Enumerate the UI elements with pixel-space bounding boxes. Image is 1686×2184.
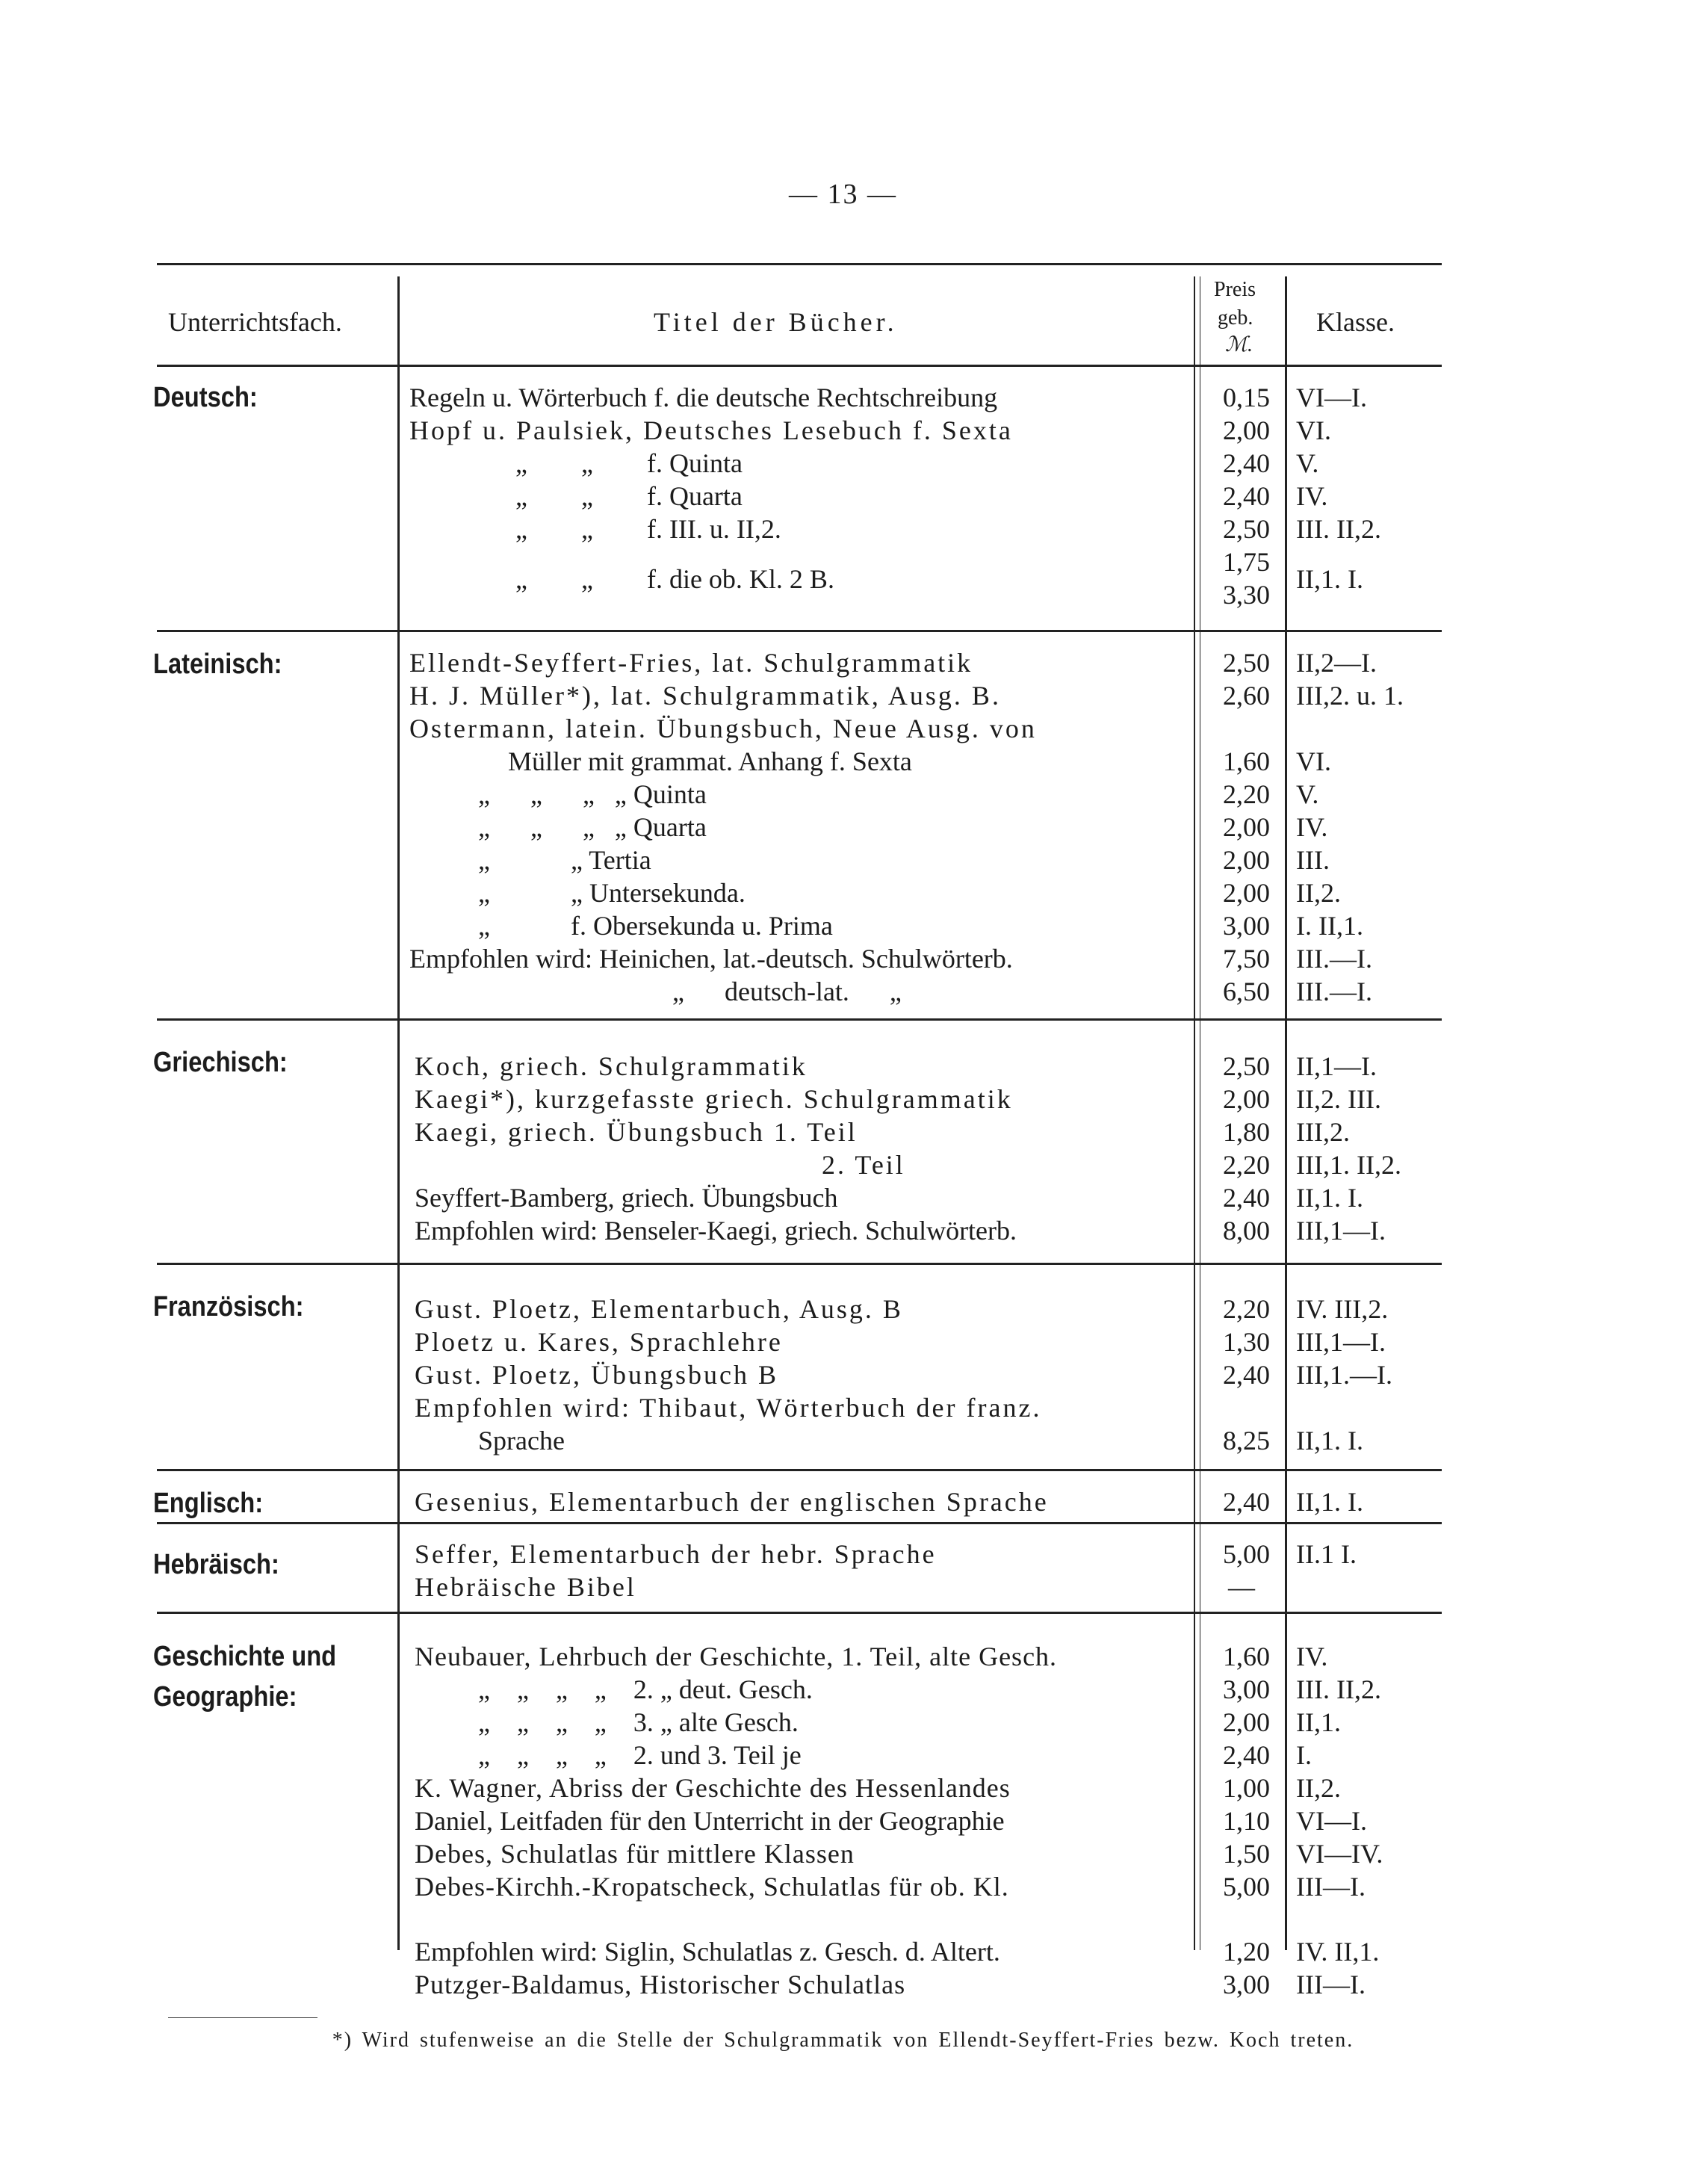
book-price: 3,00 xyxy=(1223,1674,1270,1704)
book-price: 1,00 xyxy=(1223,1773,1270,1803)
book-class: VI. xyxy=(1296,746,1331,776)
book-class: VI—I. xyxy=(1296,383,1367,412)
book-price: 3,00 xyxy=(1223,1970,1270,1999)
book-price: 8,25 xyxy=(1223,1426,1270,1456)
book-class: III,1—I. xyxy=(1296,1327,1386,1357)
book-class: IV. xyxy=(1296,481,1328,511)
book-title: Ellendt-Seyffert-Fries, lat. Schulgrammatik xyxy=(409,648,973,678)
section-divider xyxy=(157,1263,1442,1265)
book-class: II,2. III. xyxy=(1296,1084,1381,1114)
book-class: II.1 I. xyxy=(1296,1539,1357,1569)
book-title: Koch, griech. Schulgrammatik xyxy=(415,1051,808,1081)
book-price: 2,40 xyxy=(1223,1740,1270,1770)
book-title: „ f. Obersekunda u. Prima xyxy=(478,911,833,941)
book-class: VI—I. xyxy=(1296,1806,1367,1836)
book-title: Seffer, Elementarbuch der hebr. Sprache xyxy=(415,1539,937,1569)
book-title: Debes, Schulatlas für mittlere Klassen xyxy=(415,1839,855,1869)
subject-label: Griechisch: xyxy=(153,1047,288,1078)
book-title: Gust. Ploetz, Elementarbuch, Ausg. B xyxy=(415,1294,903,1324)
book-price: 2,40 xyxy=(1223,1360,1270,1390)
book-price: 2,00 xyxy=(1223,812,1270,842)
book-class: IV. xyxy=(1296,812,1328,842)
book-class: III.—I. xyxy=(1296,977,1372,1006)
book-price: 2,00 xyxy=(1223,415,1270,445)
book-price: 2,00 xyxy=(1223,1707,1270,1737)
book-class: I. II,1. xyxy=(1296,911,1363,941)
book-title: Putzger-Baldamus, Historischer Schulatlas xyxy=(415,1970,906,1999)
book-title: Seyffert-Bamberg, griech. Übungsbuch xyxy=(415,1183,838,1213)
book-title: „ deutsch-lat. „ xyxy=(672,977,902,1006)
book-title: Müller mit grammat. Anhang f. Sexta xyxy=(508,746,912,776)
book-price: 7,50 xyxy=(1223,944,1270,974)
subject-label: Deutsch: xyxy=(153,382,258,413)
book-title: „ „ Untersekunda. xyxy=(478,878,746,908)
header-class: Klasse. xyxy=(1316,307,1395,337)
book-class: II,1. I. xyxy=(1296,1183,1363,1213)
book-price: 1,50 xyxy=(1223,1839,1270,1869)
book-price-alt: 3,30 xyxy=(1223,580,1270,610)
book-price: 1,75 xyxy=(1223,547,1270,577)
book-price: 2,00 xyxy=(1223,878,1270,908)
book-price: 2,60 xyxy=(1223,681,1270,711)
book-price: 3,00 xyxy=(1223,911,1270,941)
book-class: III—I. xyxy=(1296,1872,1366,1902)
book-title: „ „ f. die ob. Kl. 2 B. xyxy=(515,564,834,594)
book-title: 2. Teil xyxy=(822,1150,905,1180)
subject-label: Englisch: xyxy=(153,1488,264,1519)
book-price: 2,20 xyxy=(1223,1294,1270,1324)
book-class: II,1. xyxy=(1296,1707,1341,1737)
book-title: Hebräische Bibel xyxy=(415,1572,636,1602)
book-title: Daniel, Leitfaden für den Unterricht in der Geographie xyxy=(415,1806,1005,1836)
section-divider xyxy=(157,630,1442,632)
book-class: II,2—I. xyxy=(1296,648,1377,678)
book-class: VI. xyxy=(1296,415,1331,445)
book-title: H. J. Müller*), lat. Schulgrammatik, Ausg. B. xyxy=(409,681,1001,711)
book-title: Ostermann, latein. Übungsbuch, Neue Ausg. von xyxy=(409,714,1037,743)
subject-label: Lateinisch: xyxy=(153,649,282,680)
book-class: II,2. xyxy=(1296,1773,1341,1803)
book-price: 1,80 xyxy=(1223,1117,1270,1147)
footnote-rule xyxy=(168,2017,317,2018)
book-class: III.—I. xyxy=(1296,944,1372,974)
book-class: III. II,2. xyxy=(1296,1674,1381,1704)
book-class: V. xyxy=(1296,779,1319,809)
book-title: Empfohlen wird: Benseler-Kaegi, griech. Schulwörterb. xyxy=(415,1216,1017,1246)
book-class: VI—IV. xyxy=(1296,1839,1383,1869)
book-class: II,1. I. xyxy=(1296,564,1363,594)
book-class: II,1—I. xyxy=(1296,1051,1377,1081)
book-title: „ „ f. III. u. II,2. xyxy=(515,514,781,544)
book-title: „ „ „ „ 2. „ deut. Gesch. xyxy=(478,1674,813,1704)
book-title: Empfohlen wird: Siglin, Schulatlas z. Gesch. d. Altert. xyxy=(415,1937,1000,1967)
book-title: „ „ „ „ 2. und 3. Teil je xyxy=(478,1740,802,1770)
book-price: 2,00 xyxy=(1223,845,1270,875)
book-class: II,1. I. xyxy=(1296,1426,1363,1456)
book-title: Empfohlen wird: Heinichen, lat.-deutsch. Schulwörterb. xyxy=(409,944,1013,974)
section-divider xyxy=(157,1612,1442,1614)
header-price-line1: Preis xyxy=(1214,278,1256,301)
subject-label: Geschichte und Geographie: xyxy=(153,1641,337,1713)
book-price: 6,50 xyxy=(1223,977,1270,1006)
book-class: III. II,2. xyxy=(1296,514,1381,544)
book-class: III. xyxy=(1296,845,1330,875)
book-title: Debes-Kirchh.-Kropatscheck, Schulatlas für ob. Kl. xyxy=(415,1872,1009,1902)
book-title: Gust. Ploetz, Übungsbuch B xyxy=(415,1360,778,1390)
book-title: Gesenius, Elementarbuch der englischen Sprache xyxy=(415,1487,1049,1517)
book-title: Kaegi, griech. Übungsbuch 1. Teil xyxy=(415,1117,858,1147)
book-price: 1,20 xyxy=(1223,1937,1270,1967)
header-subject: Unterrichtsfach. xyxy=(168,307,342,337)
book-title: Neubauer, Lehrbuch der Geschichte, 1. Teil, alte Gesch. xyxy=(415,1642,1058,1671)
book-title: Empfohlen wird: Thibaut, Wörterbuch der franz. xyxy=(415,1393,1042,1423)
book-price: 1,60 xyxy=(1223,1642,1270,1671)
table-top-rule xyxy=(157,263,1442,265)
book-price: 2,40 xyxy=(1223,1487,1270,1517)
column-line-left xyxy=(397,276,400,1950)
book-price: 2,40 xyxy=(1223,448,1270,478)
header-price-unit: ℳ. xyxy=(1225,333,1253,356)
subject-label: Französisch: xyxy=(153,1291,304,1323)
book-price: 1,60 xyxy=(1223,746,1270,776)
book-title: „ „ „ „ Quarta xyxy=(478,812,707,842)
book-class: II,1. I. xyxy=(1296,1487,1363,1517)
book-title: Kaegi*), kurzgefasste griech. Schulgrammatik xyxy=(415,1084,1013,1114)
book-price: 2,20 xyxy=(1223,779,1270,809)
subject-label: Hebräisch: xyxy=(153,1549,279,1580)
book-price: 2,50 xyxy=(1223,1051,1270,1081)
book-class: III,1.—I. xyxy=(1296,1360,1392,1390)
book-title: „ „ Tertia xyxy=(478,845,651,875)
book-price: 8,00 xyxy=(1223,1216,1270,1246)
book-class: III—I. xyxy=(1296,1970,1366,1999)
book-class: II,2. xyxy=(1296,878,1341,908)
book-class: III,1—I. xyxy=(1296,1216,1386,1246)
header-title: Titel der Bücher. xyxy=(654,307,898,337)
book-class: IV. III,2. xyxy=(1296,1294,1389,1324)
header-bottom-rule xyxy=(157,365,1442,367)
book-price: 2,40 xyxy=(1223,481,1270,511)
book-class: III,1. II,2. xyxy=(1296,1150,1401,1180)
book-title: Regeln u. Wörterbuch f. die deutsche Rechtschreibung xyxy=(409,383,998,412)
book-title: Hopf u. Paulsiek, Deutsches Lesebuch f. Sexta xyxy=(409,415,1013,445)
book-title: Ploetz u. Kares, Sprachlehre xyxy=(415,1327,783,1357)
book-title: Sprache xyxy=(478,1426,565,1456)
header-price-line2: geb. xyxy=(1218,306,1253,330)
section-divider xyxy=(157,1018,1442,1021)
book-price: — xyxy=(1228,1572,1255,1602)
book-title: K. Wagner, Abriss der Geschichte des Hessenlandes xyxy=(415,1773,1011,1803)
book-price: 1,30 xyxy=(1223,1327,1270,1357)
book-class: III,2. xyxy=(1296,1117,1350,1147)
book-title: „ „ „ „ 3. „ alte Gesch. xyxy=(478,1707,799,1737)
book-class: IV. II,1. xyxy=(1296,1937,1380,1967)
book-price: 2,50 xyxy=(1223,648,1270,678)
book-price: 0,15 xyxy=(1223,383,1270,412)
page-number: — 13 — xyxy=(789,179,897,210)
book-title: „ „ f. Quinta xyxy=(515,448,743,478)
footnote: *) Wird stufenweise an die Stelle der Schulgrammatik von Ellendt-Seyffert-Fries bezw. Koch treten. xyxy=(332,2029,1354,2052)
book-title: „ „ f. Quarta xyxy=(515,481,743,511)
book-price: 5,00 xyxy=(1223,1539,1270,1569)
book-price: 2,00 xyxy=(1223,1084,1270,1114)
book-title: „ „ „ „ Quinta xyxy=(478,779,707,809)
book-price: 5,00 xyxy=(1223,1872,1270,1902)
section-divider xyxy=(157,1469,1442,1471)
book-price: 2,40 xyxy=(1223,1183,1270,1213)
book-price: 2,50 xyxy=(1223,514,1270,544)
book-class: III,2. u. 1. xyxy=(1296,681,1404,711)
book-price: 2,20 xyxy=(1223,1150,1270,1180)
book-class: I. xyxy=(1296,1740,1312,1770)
book-class: IV. xyxy=(1296,1642,1328,1671)
book-class: V. xyxy=(1296,448,1319,478)
book-price: 1,10 xyxy=(1223,1806,1270,1836)
